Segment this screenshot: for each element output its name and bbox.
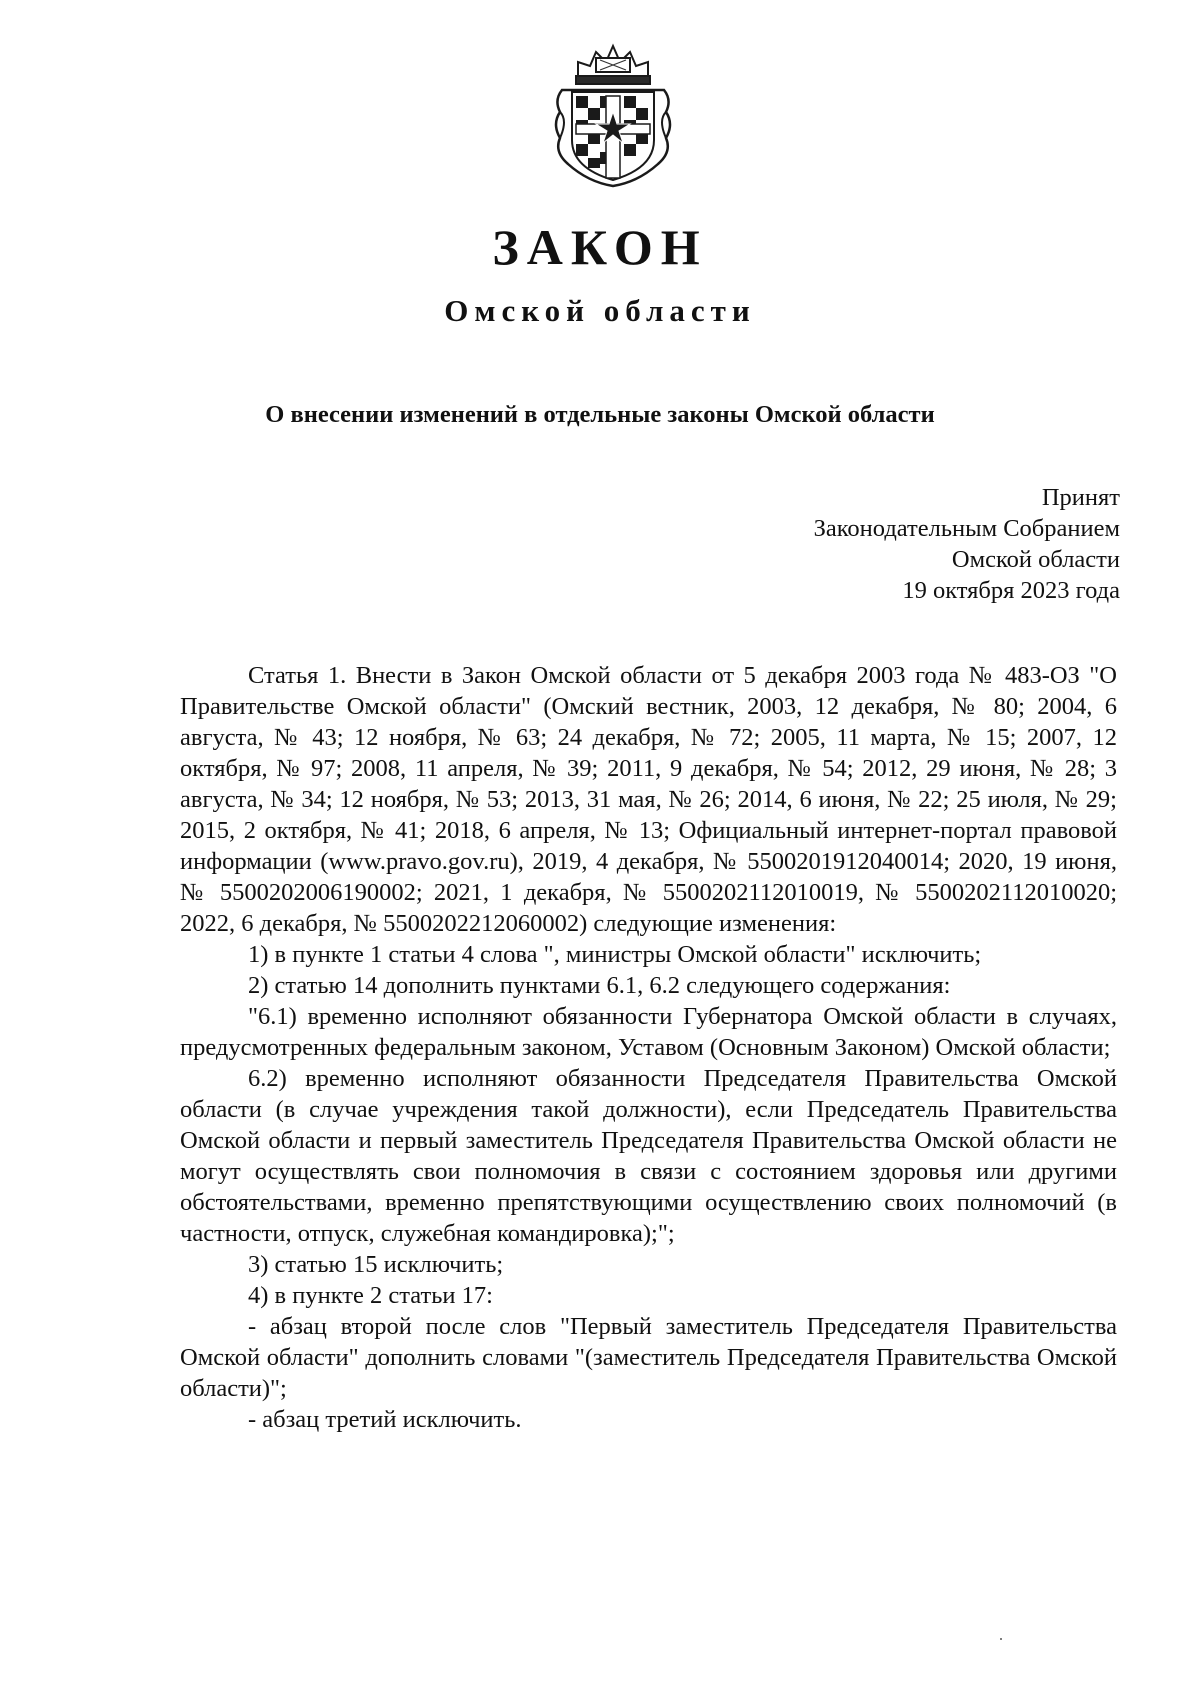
adoption-date: 19 октября 2023 года	[902, 577, 1120, 604]
amendment-item-4-dash-2: - абзац третий исключить.	[248, 1406, 522, 1433]
adoption-line-1: Принят	[1041, 484, 1120, 511]
adoption-block	[814, 482, 1120, 606]
adoption-line-2: Законодательным Собранием	[813, 515, 1120, 542]
coat-of-arms-icon	[548, 40, 678, 188]
amendment-item-4-dash-1: - абзац второй после слов "Первый заместитель Председателя Правительства Омской области" дополнить словами "(заместитель Председателя Правительства Омской области)";	[180, 1313, 1117, 1402]
amendment-subitem-6-2: 6.2) временно исполняют обязанности Председателя Правительства Омской области (в случае учреждения такой должности), если Председатель Правительства Омской области и первый заместитель Председателя Правительства Омской области не могут осуществлять свои полномочия в связи с состоянием здоровья или другими обстоятельствами, временно препятствующими осуществлению своих полномочий (в частности, отпуск, служебная командировка);";	[180, 1065, 1117, 1247]
article-1-paragraph: Статья 1. Внести в Закон Омской области от 5 декабря 2003 года № 483-ОЗ "О Правительстве Омской области" (Омский вестник, 2003, 12 декабря, № 80; 2004, 6 августа, № 43; 12 ноября, № 63; 24 декабря, № 72; 2005, 11 марта, № 15; 2007, 12 октября, № 97; 2008, 11 апреля, № 39; 2011, 9 декабря, № 54; 2012, 29 июня, № 28; 3 августа, № 34; 12 ноября, № 53; 2013, 31 мая, № 26; 2014, 6 июня, № 22; 25 июля, № 29; 2015, 2 октября, № 41; 2018, 6 апреля, № 13; Официальный интернет-портал правовой информации (www.pravo.gov.ru), 2019, 4 декабря, № 5500201912040014; 2020, 19 июня, № 5500202006190002; 2021, 1 декабря, № 5500202112010019, № 5500202112010020; 2022, 6 декабря, № 5500202212060002) следующие изменения:	[180, 662, 1117, 937]
scan-speck	[1000, 1638, 1002, 1640]
amendment-item-3: 3) статью 15 исключить;	[248, 1251, 504, 1278]
amendment-item-4: 4) в пункте 2 статьи 17:	[248, 1282, 493, 1309]
document-heading: О внесении изменений в отдельные законы Омской области	[265, 401, 935, 428]
adoption-line-3: Омской области	[951, 546, 1120, 573]
amendment-subitem-6-1: "6.1) временно исполняют обязанности Губернатора Омской области в случаях, предусмотренных федеральным законом, Уставом (Основным Законом) Омской области;	[180, 1003, 1117, 1061]
law-subtitle: Омской области	[444, 293, 756, 328]
amendment-item-1: 1) в пункте 1 статьи 4 слова ", министры Омской области" исключить;	[248, 941, 982, 968]
document-body	[180, 660, 1117, 1435]
law-title: ЗАКОН	[492, 219, 708, 275]
amendment-item-2: 2) статью 14 дополнить пунктами 6.1, 6.2 следующего содержания:	[248, 972, 951, 999]
